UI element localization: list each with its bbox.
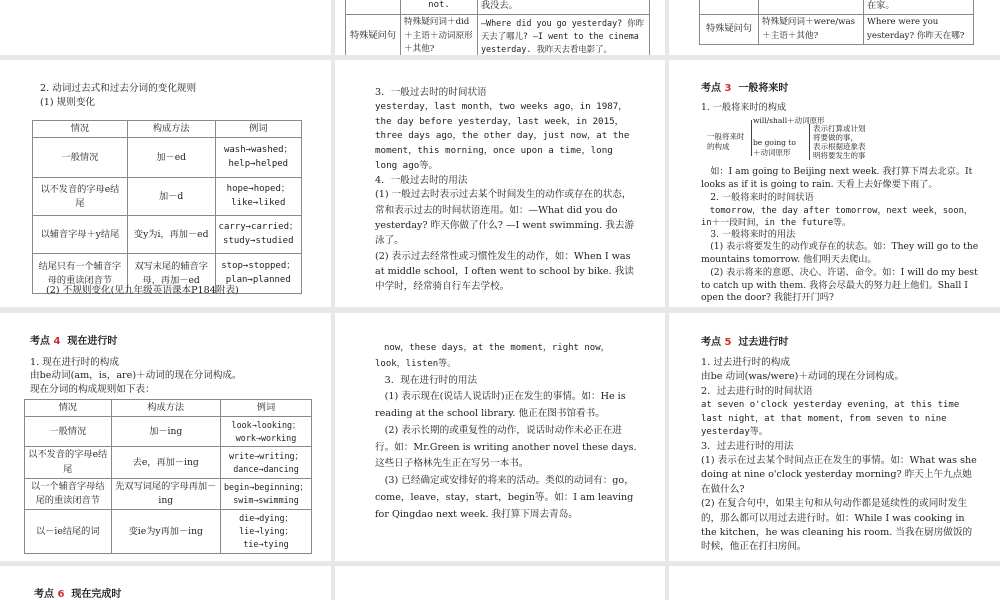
slide-top-left [0,0,331,55]
text-line: 2．过去进行时的时间状语 [701,385,813,397]
text-line: (1) 一般过去时表示过去某个时间发生的动作或存在的状态，常和表示过去的时间状语连用。如：—What did you do yesterday? 昨天你做了什么? —I went swimming. 我去游泳了。 [375,189,635,247]
example-special-question: —Where did you go yesterday? 你昨天去了哪儿? —I went to the cinema yesterday. 我昨天去看电影了。 [478,15,650,55]
diagram-note: 表示根据迹象表 [813,142,866,152]
header-example: 例词 [220,400,311,417]
text-line: 2. 一般将来时的时间状语 [710,191,814,203]
text-line: 3. 一般将来时的用法 [710,228,796,240]
kaodian-label: 考点 [34,589,54,600]
past-tense-question-table [345,0,650,55]
text-line: (2) 在复合句中，如果主句和从句动作都是延续性的或同时发生的，那么都可以用过去进行时。如：While I was cooking in the kitchen，he was cleaning his room. 当我在厨房做饭的时候，他正在打扫房间。 [701,498,973,553]
label-special-question: 特殊疑问句 [346,15,401,55]
text-line: 现在分词的构成规则如下表： [30,384,155,396]
kaodian-number: 5 [724,337,732,348]
kaodian-title: 一般将来时 [738,83,789,94]
table-cell: 结尾只有一个辅音字母的重读闭音节 [33,254,128,294]
header-case: 情况 [25,400,112,417]
text-line: (2) 表示长期的或重复性的动作，说话时动作未必正在进行。如：Mr.Green is writing another novel these days. 这些日子格林先生正在写另一本书。 [375,424,637,470]
header-case: 情况 [33,121,128,138]
table-cell: 以一个辅音字母结尾的重读闭音节 [25,478,112,510]
cell-wo-mei-qu: 我没去。 [478,0,650,15]
cell-zai-jia: 在家。 [864,0,974,15]
table-cell: begin→beginning；swim→swimming [220,478,311,510]
table-cell: die→dying；lie→lying；tie→tying [220,510,311,554]
text-line: 3．过去进行时的用法 [701,440,794,452]
kaodian-number: 3 [724,83,732,94]
text-line: yesterday，last month，two weeks ago，in 1987，the day before yesterday，last week，in 2015，three days ago，the other day，just now，at the moment，this morning，once upon a time，long long ago等。 [375,100,630,171]
text-line: (2) 表示过去经常性或习惯性发生的动作，如：When I was at middle school，I often went to school by bike. 我读中学时，经常骑自行车去学校。 [375,250,634,293]
slide-top-middle [335,0,665,55]
kaodian-heading [701,335,978,350]
table-cell: hope→hoped；like→liked [215,178,301,216]
text-line: tomorrow，the day after tomorrow，next week，soon，in＋一段时间，in the future等。 [701,205,973,228]
kaodian-label: 考点 [701,83,721,94]
slide-future-simple [669,60,1000,307]
table-cell: 先双写词尾的字母再加－ing [111,478,220,510]
table-cell: 去e，再加－ing [111,447,220,479]
slide-present-perfect [0,566,331,600]
kaodian-number: 4 [53,336,61,347]
table-cell: 变y为i，再加－ed [127,216,215,254]
text-line: (1) 表示现在(说话人说话时)正在发生的事情。如：He is reading at the school library. 他正在图书馆看书。 [375,391,626,420]
header-method: 构成方法 [127,121,215,138]
table-cell: 以不发音的字母e结尾 [33,178,128,216]
text-line: 1. 一般将来时的构成 [701,101,787,113]
form-special-question: 特殊疑问词＋did＋主语＋动词原形＋其他? [401,15,478,55]
be-past-question-table [699,0,974,45]
text-line: at seven o'clock yesterday evening，at this time last night，at that moment，from seven to nine yesterday等。 [701,400,960,438]
slide-top-right [669,0,1000,55]
text-line: 1. 过去进行时的构成 [701,357,790,368]
table-cell: 以－ie结尾的词 [25,510,112,554]
form-special-question-be: 特殊疑问词＋were/was＋主语＋其他? [759,15,864,45]
table-cell: 加－ing [111,417,220,447]
label-special-question-be: 特殊疑问句 [700,15,759,45]
text-line: 3．现在进行时的用法 [384,374,478,386]
table-cell: 加－ed [127,138,215,178]
table-cell: wash→washed；help→helped [215,138,301,178]
text-line: 1. 现在进行时的构成 [30,356,119,368]
table-cell: 变ie为y再加－ing [111,510,220,554]
kaodian-heading [701,82,980,96]
text-line: now，these days，at the moment，right now，look，listen等。 [375,343,610,369]
text-line: (1) 表示将要发生的动作或存在的状态。如：They will go to the mountains tomorrow. 他们明天去爬山。 [701,241,979,266]
cell-not: not. [401,0,478,15]
table-cell: 双写末尾的辅音字母，再加－ed [127,254,215,294]
slide-past-adverbials [335,60,665,307]
text-line: 3．一般过去时的时间状语 [375,87,487,98]
kaodian-title: 现在进行时 [67,336,118,347]
kaodian-heading [34,588,313,600]
diagram-root: 一般将来时的构成 [707,132,745,152]
table-cell: 加－d [127,178,215,216]
text-line: 4．一般过去时的用法 [375,174,468,186]
text-line: 如：I am going to Beijing next week. 我打算下周去北京。It looks as if it is going to rain. 天看上去好像要下雨了。 [701,166,973,191]
table-cell: 以不发音的字母e结尾 [25,447,112,479]
text-line: (2) 表示将来的意愿、决心、许诺、命令。如：I will do my best to catch up with them. 我将会尽最大的努力赶上他们。Shall I open the door? 我能打开门吗? [701,266,978,304]
header-method: 构成方法 [111,400,220,417]
diagram-note: 表示打算或计划 [813,124,866,134]
past-forms-table [32,120,302,294]
table-cell: 以辅音字母＋y结尾 [33,216,128,254]
slide-present-continuous [0,313,331,561]
text-line: 由be动词(am，is，are)＋动词的现在分词构成。 [30,370,242,382]
section-title: 2. 动词过去式和过去分词的变化规则 [40,83,197,94]
kaodian-label: 考点 [701,337,721,348]
section-subtitle: (1) 规则变化 [40,96,96,108]
kaodian-number: 6 [57,589,65,600]
slide-present-continuous-usage [335,313,665,561]
slide-bottom-middle [335,566,665,600]
table-cell: 一般情况 [33,138,128,178]
slide-past-continuous [669,313,1000,561]
diagram-be-going-to: be going to＋动词原形 [753,138,796,158]
table-cell: 一般情况 [25,417,112,447]
diagram-note: 将要做的事， [813,133,858,143]
ing-forms-table [24,399,312,554]
text-line: (3) 已经确定或安排好的将来的活动。类似的动词有：go，come，leave，stay，start，begin等。如：I am leaving for Qingdao next week. 我打算下周去青岛。 [375,475,634,520]
future-structure-diagram [707,116,980,162]
table-cell: carry→carried；study→studied [215,216,301,254]
kaodian-title: 现在完成时 [71,589,122,600]
text-line: 由be 动词(was/were)＋动词的现在分词构成。 [701,371,904,383]
text-line: (1) 表示在过去某个时间点正在发生的事情。如：What was she doing at nine o'clock yesterday morning? 昨天上午九点她在做什么? [701,455,977,495]
example-special-question-be: Where were you yesterday? 你昨天在哪? [864,15,974,45]
slide-past-forms [0,60,331,307]
diagram-will: will/shall＋动词原形 [753,116,825,126]
irregular-note: (2) 不规则变化(见九年级英语课本P184附表) [46,285,239,296]
kaodian-heading [30,335,317,350]
diagram-note: 明将要发生的事 [813,151,866,161]
table-cell: stop→stopped；plan→planned [215,254,301,294]
slide-bottom-right [669,566,1000,600]
kaodian-title: 过去进行时 [738,337,789,348]
table-cell: look→looking；work→working [220,417,311,447]
kaodian-label: 考点 [30,336,50,347]
table-cell: write→writing；dance→dancing [220,447,311,479]
header-example: 例词 [215,121,301,138]
